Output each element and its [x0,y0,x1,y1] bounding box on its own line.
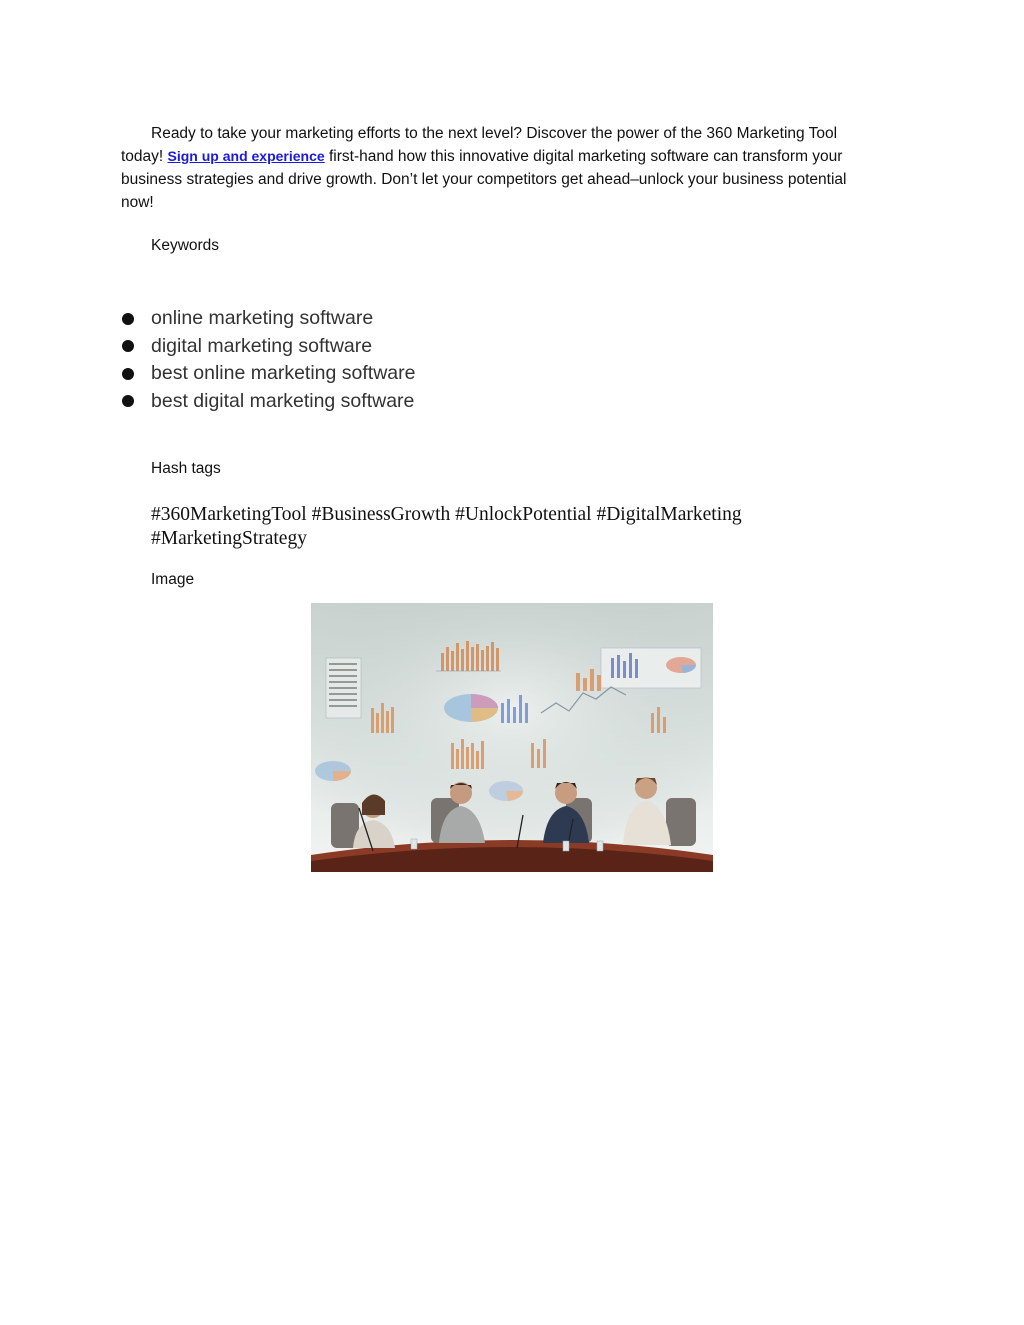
signup-link[interactable]: Sign up and experience [167,148,325,164]
list-item [121,360,415,388]
business-meeting-photo [311,603,713,872]
bullet-icon [122,368,134,380]
list-item [121,388,415,416]
hashtags-text: #360MarketingTool #BusinessGrowth #UnlockPotential #DigitalMarketing #MarketingStrategy [151,504,742,549]
intro-text-before-link: Ready to take your marketing efforts to the next level? Discover the power of the 360 Marketing Tool today! [121,125,838,165]
bullet-icon [122,313,134,325]
intro-text-after-link: first-hand how this innovative digital marketing software can transform your business strategies and drive growth. Don’t let your competitors get ahead–unlock your business potential now! [121,148,847,211]
keyword-text: online marketing software [151,307,374,330]
intro-paragraph [121,122,881,214]
keywords-heading: Keywords [151,237,220,254]
bullet-icon [122,395,134,407]
bullet-icon [122,340,134,352]
image-heading: Image [151,571,195,588]
list-item [121,333,415,361]
keywords-list [121,305,415,415]
hashtags-heading: Hash tags [151,460,221,477]
list-item [121,305,415,333]
keyword-text: best digital marketing software [151,389,415,412]
keyword-text: best online marketing software [151,362,416,385]
keyword-text: digital marketing software [151,334,373,357]
